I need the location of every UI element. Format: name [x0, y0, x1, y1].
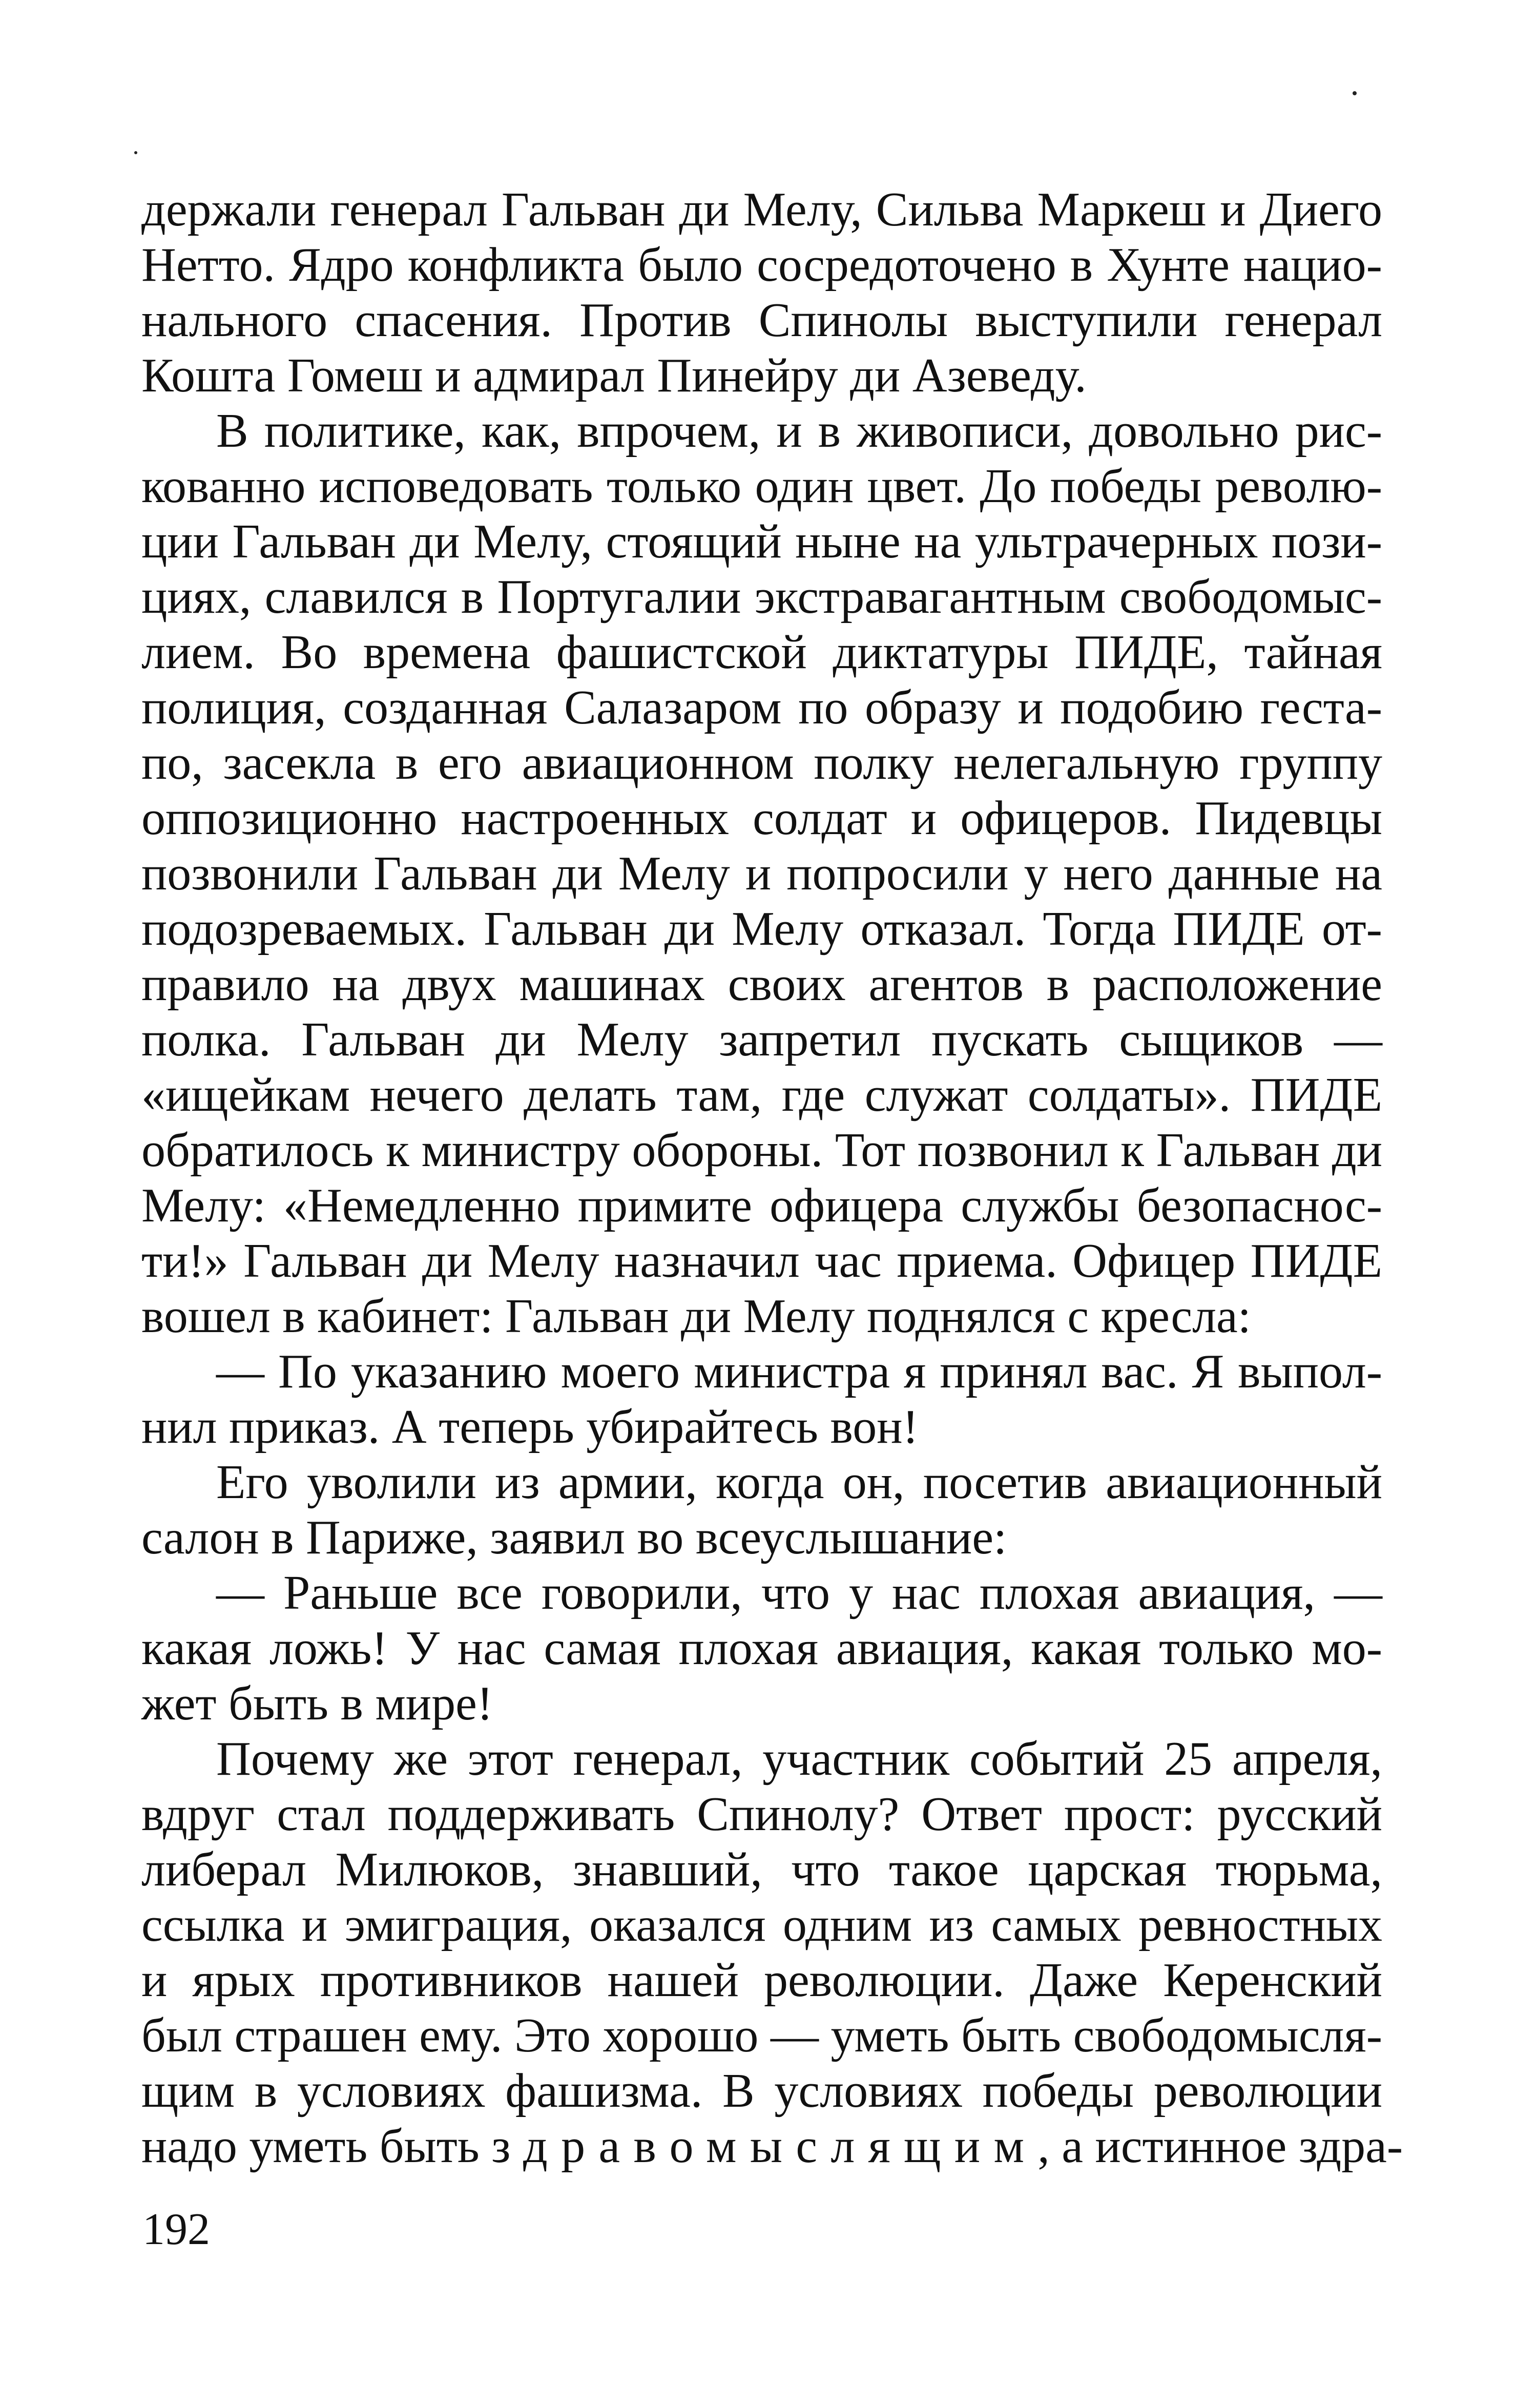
text-line: — Раньше все говорили, что у нас плохая авиация, — — [216, 1566, 1382, 1620]
page-number: 192 — [142, 2205, 210, 2254]
text-line: полка. Гальван ди Мелу запретил пускать сыщиков — — [141, 1013, 1382, 1066]
print-speck — [1353, 91, 1357, 95]
text-line: Мелу: «Немедленно примите офицера службы безопаснос- — [141, 1179, 1382, 1232]
text-line: циях, славился в Португалии экстравагантным свободомыс- — [141, 570, 1382, 624]
text-line: и ярых противников нашей революции. Даже Керенский — [141, 1954, 1382, 2007]
paragraph — [141, 1455, 1382, 1565]
line-segment: , а истинное здра- — [1037, 2120, 1403, 2173]
line-segment: надо уметь быть — [141, 2120, 492, 2173]
paragraph — [141, 1344, 1382, 1455]
text-line: Его уволили из армии, когда он, посетив авиационный — [216, 1456, 1382, 1509]
text-line: нил приказ. А теперь убирайтесь вон! — [141, 1400, 919, 1454]
text-line: позвонили Гальван ди Мелу и попросили у него данные на — [141, 847, 1382, 900]
text-line: ссылка и эмиграция, оказался одним из самых ревностных — [141, 1898, 1382, 1952]
body-text — [141, 182, 1403, 2174]
text-line: какая ложь! У нас самая плохая авиация, какая только мо- — [141, 1622, 1382, 1675]
text-line: жет быть в мире! — [141, 1677, 493, 1730]
text-line: Почему же этот генерал, участник событий 25 апреля, — [216, 1732, 1382, 1786]
text-line: лием. Во времена фашистской диктатуры ПИДЕ, тайная — [141, 626, 1382, 679]
text-line-final — [141, 2119, 1403, 2174]
text-line: либерал Милюков, знавший, что такое царская тюрьма, — [141, 1843, 1382, 1896]
paragraph — [141, 182, 1382, 403]
text-line: нального спасения. Против Спинолы выступили генерал — [141, 294, 1382, 347]
text-line: вошел в кабинет: Гальван ди Мелу поднялся с кресла: — [141, 1290, 1251, 1343]
text-line: Кошта Гомеш и адмирал Пинейру ди Азеведу. — [141, 349, 1087, 402]
text-line: подозреваемых. Гальван ди Мелу отказал. Тогда ПИДЕ от- — [141, 902, 1382, 956]
emphasized-word: здравомыслящим — [491, 2120, 1038, 2173]
text-line: щим в условиях фашизма. В условиях победы революции — [141, 2064, 1382, 2118]
text-line: по, засекла в его авиационном полку нелегальную группу — [141, 736, 1382, 790]
text-line: правило на двух машинах своих агентов в расположение — [141, 958, 1382, 1011]
text-line: полиция, созданная Салазаром по образу и подобию геста- — [141, 681, 1382, 734]
text-line: кованно исповедовать только один цвет. До победы револю- — [141, 460, 1382, 513]
text-line: салон в Париже, заявил во всеуслышание: — [141, 1511, 1007, 1564]
text-line: «ищейкам нечего делать там, где служат солдаты». ПИДЕ — [141, 1068, 1382, 1122]
print-speck — [134, 151, 137, 154]
paragraph — [141, 1565, 1382, 1731]
text-line: Нетто. Ядро конфликта было сосредоточено в Хунте нацио- — [141, 238, 1382, 292]
text-line: В политике, как, впрочем, и в живописи, довольно рис- — [216, 404, 1382, 458]
text-line: оппозиционно настроенных солдат и офицеров. Пидевцы — [141, 792, 1382, 845]
paragraph — [141, 403, 1382, 1344]
text-line: ции Гальван ди Мелу, стоящий ныне на ультрачерных пози- — [141, 515, 1382, 568]
paragraph — [141, 1731, 1403, 2174]
text-line: ти!» Гальван ди Мелу назначил час приема. Офицер ПИДЕ — [141, 1234, 1382, 1288]
text-line: был страшен ему. Это хорошо — уметь быть свободомысля- — [141, 2009, 1382, 2062]
text-line: держали генерал Гальван ди Мелу, Сильва Маркеш и Диего — [141, 183, 1382, 236]
text-line: вдруг стал поддерживать Спинолу? Ответ прост: русский — [141, 1788, 1382, 1841]
text-line: — По указанию моего министра я принял вас. Я выпол- — [216, 1345, 1382, 1398]
text-line: обратилось к министру обороны. Тот позвонил к Гальван ди — [141, 1124, 1382, 1177]
